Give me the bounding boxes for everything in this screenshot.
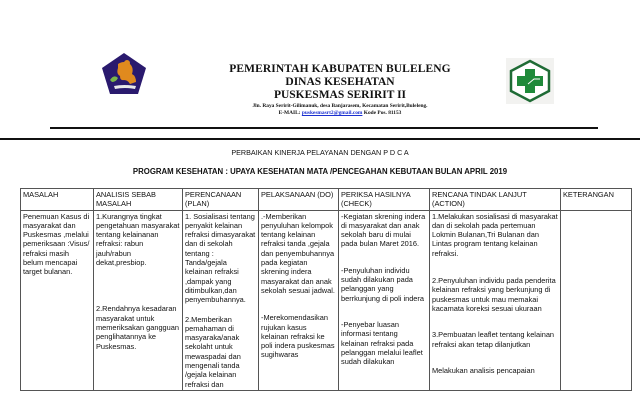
cell-action [430,210,561,390]
cell-analisis [94,210,183,390]
page-divider [0,138,640,140]
puskesmas-cross-icon [506,58,554,104]
action-item-1: 1.Melakukan sosialisasi di masyarakat dan di sekolah pada pertemuan Lokmin Bulanan,Tri Bulanan dan Lintas program tentang kelainan refraksi. [432,211,558,258]
plan-item-2: 2.Memberikan pemahaman di masyaraka/anak sekolaht untuk mewaspadai dan mengenali tanda /gejala kelainan refraksi dan [185,314,241,389]
header-analisis: ANALISIS SEBAB MASALAH [94,189,183,211]
government-name: PEMERINTAH KABUPATEN BULELENG [229,63,451,75]
action-item-3: 3.Pembuatan leaflet tentang kelainan refraksi akan tetap dilanjutkan [432,330,555,349]
check-item-3: -Penyebar luasan informasi tentang kelainan refraksi pada pelanggan melalui leaflet sudah dilakukan [341,319,423,367]
check-item-2: -Penyuluhan individu sudah dilakukan pada pelanggan yang berrkunjung di poli indera [341,265,424,303]
letterhead [0,0,640,140]
analisis-item-1: 1.Kurangnya tingkat pengetahuan masyarakat tentang kelainanan refraksi: rabun jauh/rabun dekat,presbiop. [96,211,180,268]
cell-masalah [21,210,94,390]
header-do: PELAKSANAAN (DO) [259,189,339,211]
header-plan: PERENCANAAN (PLAN) [183,189,259,211]
action-item-4: Melakukan analisis pencapaian [432,365,535,375]
header-masalah: MASALAH [21,189,94,211]
cell-keterangan [561,210,632,390]
do-item-2: -Merekomendasikan rujukan kasus kelainan refraksi ke poli indera puskesmas sugihwaras [261,313,335,360]
agency-name: DINAS KESEHATAN [285,76,395,88]
cell-do [259,210,339,390]
analisis-item-2: 2.Rendahnya kesadaran masyarakat untuk memeriksakan gangguan penglihatannya ke Puskesmas. [96,304,179,351]
do-item-1: .-Memberikan penyuluhan kelompok tentang kelainan refraksi tanda ,gejala dan penyembuhannya pada kegiatan skrening indera masyarakat dan anak sekolah sesuai jadwal. [261,211,335,295]
cell-check [339,210,430,390]
plan-item-1: 1. Sosialisasi tentang penyakit kelainan refraksi dimasyarakat dan di sekolah tentang : Tanda/gejala kelainan refraksi ,dampak yang ditimbulkan,dan penyembuhannya. [185,211,256,305]
letterhead-text [190,63,490,117]
puskesmas-name: PUSKESMAS SERIRIT II [273,89,407,101]
buleleng-regency-crest-icon [100,52,148,96]
email-label: E-MAIL: [278,110,301,116]
contact-line [190,110,490,117]
check-item-1: -Kegiatan skrening indera di masyarakat dan anak sekolah baru di mulai pada bulan Maret 2016. [341,211,426,249]
postal-code: Kode Pos. 81153 [363,110,402,116]
document-subtitle: PERBAIKAN KINERJA PELAYANAN DENGAN P D C A [231,148,409,157]
action-item-2: 2.Penyuluhan individu pada penderita kelainan refraksi yang berkunjung di puskesmas untuk mau memakai kacamata koreksi sesuai ukuraan [432,276,556,313]
header-check: PERIKSA HASILNYA (CHECK) [339,189,430,211]
address: Jln. Raya Seririt-Gilimanuk, desa Banjarasem, Kecamatan Seririt,Buleleng. [252,103,428,109]
document-title: PROGRAM KESEHATAN : UPAYA KESEHATAN MATA /PENCEGAHAN KEBUTAAN BULAN APRIL 2019 [132,167,508,176]
header-keterangan: KETERANGAN [561,189,632,211]
header-action: RENCANA TINDAK LANJUT (ACTION) [430,189,561,211]
table-row [21,210,632,390]
cell-plan [183,210,259,390]
pdca-table [20,188,632,391]
masalah-text: Penemuan Kasus di masyarakat dan Puskesmas ,melalui pemeriksaan :Visus/ refraksi masih belum mencapai target bulanan. [23,211,90,277]
table-header-row [21,189,632,211]
letterhead-divider [50,127,598,129]
email-link[interactable]: puskesmasrt2@gmail.com [301,110,363,116]
